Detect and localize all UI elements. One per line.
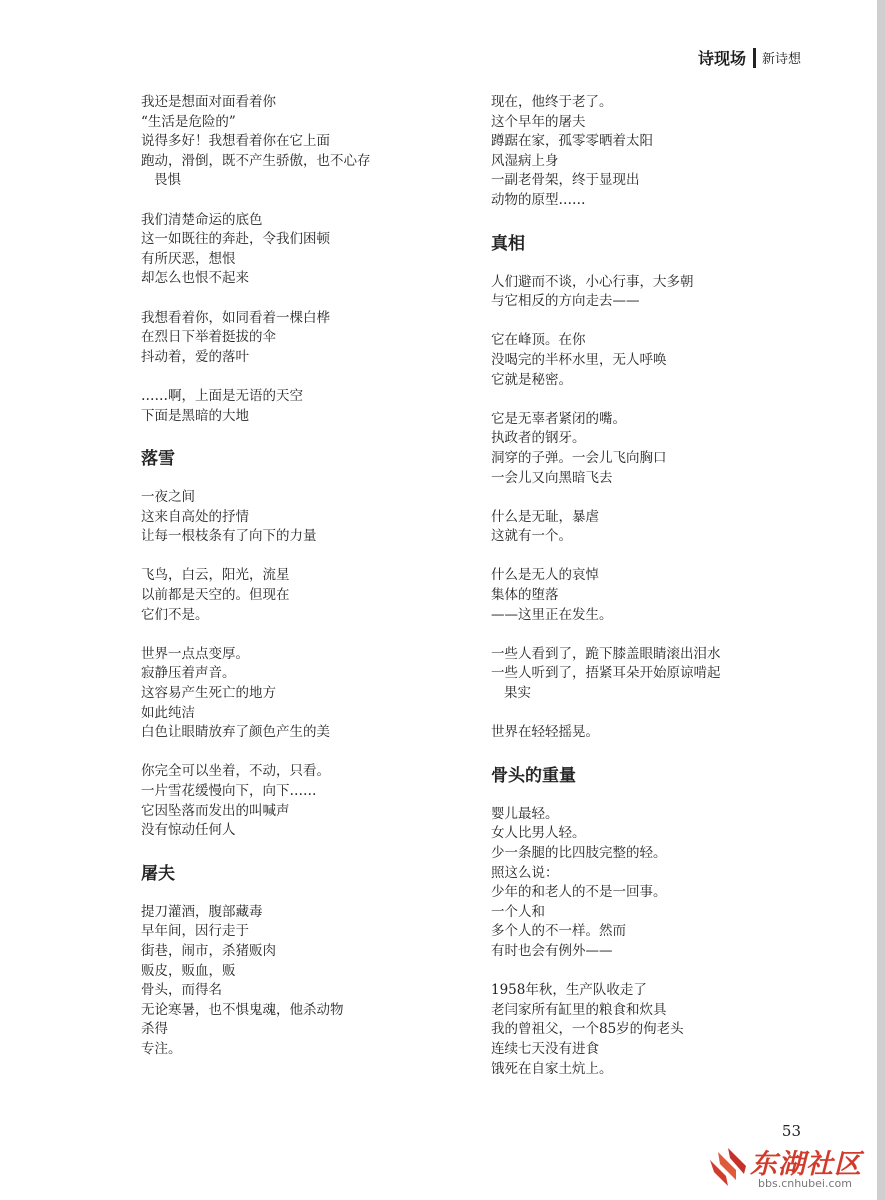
poem-line: 饿死在自家土炕上。 [491,1060,613,1077]
poem-line: 现在，他终于老了。 [491,94,613,110]
poem-title: 骨头的重量 [491,765,576,786]
poem-line: 以前都是天空的。但现在 [141,587,290,604]
poem-line: 让每一根枝条有了向下的力量 [141,528,317,545]
poem-line: 什么是无人的哀悼 [491,567,599,584]
poem-line: 一夜之间 [141,489,195,506]
poem-line: 这就有一个。 [491,528,572,545]
poem-line: 照这么说： [491,864,559,881]
poem-stanza [491,331,791,390]
watermark-name: 东湖社区 [750,1149,862,1180]
poem-line: 这来自高处的抒情 [141,508,249,525]
poem-stanza [491,273,791,312]
poem-line: 连续七天没有进食 [491,1040,599,1057]
poem-line: 女人比男人轻。 [491,825,586,842]
poem-line: 1958年秋，生产队收走了 [491,982,647,999]
poem-stanza [141,211,459,289]
poem-stanza [141,93,459,191]
poem-stanza [141,903,459,1060]
left-column [141,93,459,1079]
poem-stanza [491,508,791,547]
poem-line: 人们避而不谈，小心行事，大多朝 [491,273,694,290]
poem-stanza [491,723,791,743]
poem-stanza [491,805,791,962]
poem-title: 落雪 [141,449,175,470]
poem-stanza [491,645,791,704]
poem-line: 它是无辜者紧闭的嘴。 [491,410,626,427]
poem-line: 它们不是。 [141,606,209,623]
poem-line: 在烈日下举着挺拔的伞 [141,329,276,346]
section-subtitle: 新诗想 [761,52,801,67]
poem-line: 世界一点点变厚。 [141,645,249,662]
poem-line: 少年的和老人的不是一回事。 [491,884,667,901]
poem-line: 跑动，滑倒，既不产生骄傲，也不心存 [141,152,371,169]
poem-line: 下面是黑暗的大地 [141,407,249,424]
poem-stanza [141,762,459,840]
running-header [698,46,801,69]
poem-line: 贩皮，贩血，贩 [141,962,236,979]
poem-line: 骨头，而得名 [141,982,222,999]
poem-line: 街巷，闹市，杀猪贩肉 [141,942,276,959]
poem-stanza [141,566,459,625]
poem-line: 专注。 [141,1040,182,1057]
poem-line: 有时也会有例外—— [491,942,613,959]
poem-line: 与它相反的方向走去—— [491,293,640,310]
poem-line: 没有惊动任何人 [141,822,236,839]
poem-line: 却怎么也恨不起来 [141,270,249,287]
poem-line: 畏惧 [154,172,181,189]
poem-line: “生活是危险的” [141,113,236,130]
poem-line: 这个早年的屠夫 [491,113,586,130]
poem-line: 这容易产生死亡的地方 [141,685,276,702]
poem-line: 抖动着，爱的落叶 [141,348,249,365]
poem-line: 飞鸟，白云，阳光，流星 [141,567,290,584]
section-title: 诗现场 [697,49,746,68]
header-divider [753,48,756,68]
poem-line: 一片雪花缓慢向下，向下…… [141,783,317,799]
watermark-logo-icon [706,1146,750,1188]
poem-line: 我们清楚命运的底色 [141,211,263,228]
page-edge-tab [877,0,885,1200]
poem-line: 我的曾祖父，一个85岁的佝老头 [491,1021,684,1038]
poem-line: 你完全可以坐着，不动，只看。 [141,763,330,780]
poem-line: 无论寒暑，也不惧鬼魂，他杀动物 [141,1001,344,1018]
poem-line: 执政者的钢牙。 [491,430,586,447]
poem-line: 风湿病上身 [491,152,559,169]
page-number: 53 [781,1122,801,1140]
poem-line: ——这里正在发生。 [491,606,613,623]
poem-line: ……啊，上面是无语的天空 [141,387,303,404]
poem-line: 一些人看到了，跪下膝盖眼睛滚出泪水 [491,645,721,662]
poem-line: 少一条腿的比四肢完整的轻。 [491,845,667,861]
poem-stanza [141,309,459,368]
poem-line: 白色让眼睛放弃了颜色产生的美 [141,724,330,741]
poem-stanza [491,93,791,211]
poem-title: 屠夫 [141,863,175,884]
poem-line: 它因坠落而发出的叫喊声 [141,802,290,819]
poem-line: 蹲踞在家，孤零零晒着太阳 [491,133,653,150]
poem-line: 我还是想面对面看着你 [141,94,276,110]
poem-line: 多个人的不一样。然而 [491,923,626,940]
poem-line: 集体的堕落 [491,587,559,604]
poem-line: 一会儿又向黑暗飞去 [491,469,613,486]
poem-line: 一副老骨架，终于显现出 [491,172,640,189]
poem-stanza [141,488,459,547]
watermark [706,1142,876,1197]
poem-line: 一个人和 [491,903,545,920]
poem-title: 真相 [491,233,525,254]
poem-line: 它在峰顶。在你 [491,332,586,349]
poem-stanza [141,645,459,743]
poem-line: 什么是无耻，暴虐 [491,508,599,525]
poem-line: 寂静压着声音。 [141,665,236,682]
poem-line: 没喝完的半杯水里，无人呼唤 [491,351,667,368]
watermark-url: bbs.cnhubei.com [758,1177,852,1190]
poem-line: 洞穿的子弹。一会儿飞向胸口 [491,449,667,466]
poem-line: 世界在轻轻摇晃。 [491,724,599,741]
poem-stanza [491,410,791,488]
poem-line: 我想看着你，如同看着一棵白桦 [141,309,330,326]
poem-stanza [491,981,791,1079]
poem-line: 这一如既往的奔赴，令我们困顿 [141,231,330,248]
poem-line: 早年间，因行走于 [141,923,249,940]
poem-line: 动物的原型…… [491,191,586,208]
poem-line: 婴儿最轻。 [491,805,559,822]
poem-line: 提刀灌酒，腹部藏毒 [141,903,263,920]
poem-line: 有所厌恶，想恨 [141,250,236,267]
poem-line: 说得多好！我想看着你在它上面 [141,133,330,150]
poem-line: 一些人听到了，捂紧耳朵开始原谅啃起 [491,665,721,682]
right-column [491,93,791,1099]
poem-line: 杀得 [141,1021,168,1038]
poem-stanza [491,566,791,625]
poem-stanza [141,387,459,426]
poem-line: 如此纯洁 [141,704,195,721]
poem-line: 它就是秘密。 [491,371,572,388]
poem-line: 老闫家所有缸里的粮食和炊具 [491,1001,667,1018]
poem-line: 果实 [504,685,531,702]
